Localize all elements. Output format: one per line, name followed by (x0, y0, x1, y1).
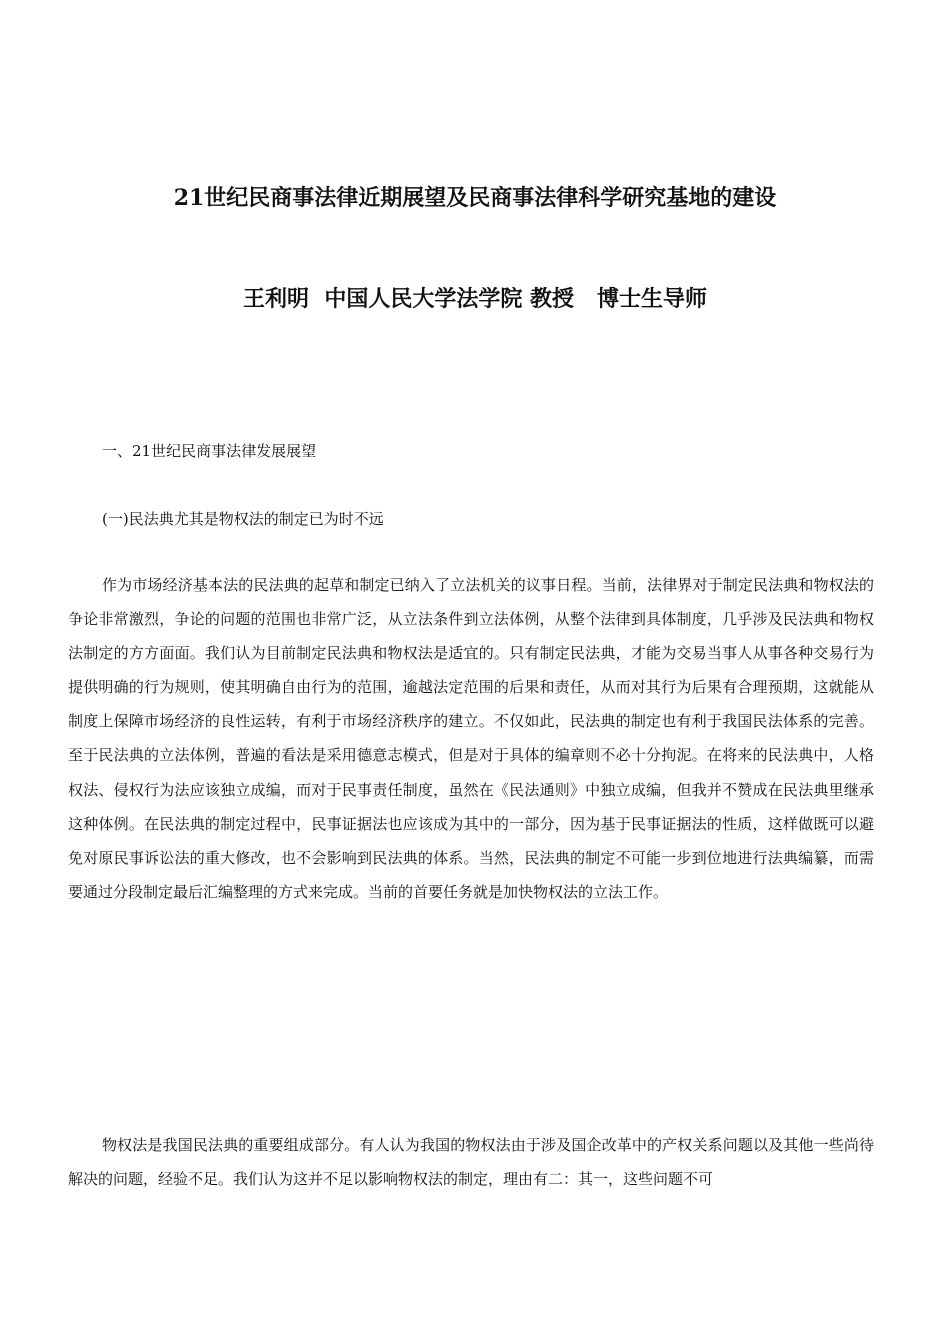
subsection-heading: (一)民法典尤其是物权法的制定已为时不远 (102, 510, 384, 528)
section-heading: 一、21世纪民商事法律发展展望 (102, 442, 317, 460)
document-title: 21世纪民商事法律近期展望及民商事法律科学研究基地的建设 (173, 185, 777, 211)
body-paragraph: 作为市场经济基本法的民法典的起草和制定已纳入了立法机关的议事日程。当前，法律界对于制定民法典和物权法的争论非常激烈，争论的问题的范围也非常广泛，从立法条件到立法体例，从整个法律到具体制度，几乎涉及民法典和物权法制定的方方面面。我们认为目前制定民法典和物权法是适宜的。只有制定民法典，才能为交易当事人从事各种交易行为提供明确的行为规则，使其明确自由行为的范围，逾越法定范围的后果和责任，从而对其行为后果有合理预期，这就能从制度上保障市场经济的良性运转，有利于市场经济秩序的建立。不仅如此，民法典的制定也有利于我国民法体系的完善。至于民法典的立法体例，普遍的看法是采用德意志模式，但是对于具体的编章则不必十分拘泥。在将来的民法典中，人格权法、侵权行为法应该独立成编，而对于民事责任制度，虽然在《民法通则》中独立成编，但我并不赞成在民法典里继承这种体例。在民法典的制定过程中，民事证据法也应该成为其中的一部分，因为基于民事证据法的性质，这样做既可以避免对原民事诉讼法的重大修改，也不会影响到民法典的体系。当然，民法典的制定不可能一步到位地进行法典编纂，而需要通过分段制定最后汇编整理的方式来完成。当前的首要任务就是加快物权法的立法工作。 (68, 576, 874, 901)
body-paragraph: 物权法是我国民法典的重要组成部分。有人认为我国的物权法由于涉及国企改革中的产权关系问题以及其他一些尚待解决的问题，经验不足。我们认为这并不足以影响物权法的制定，理由有二：其一，这些问题不可 (68, 1136, 874, 1189)
author-line: 王利明 中国人民大学法学院 教授 博士生导师 (243, 286, 707, 312)
